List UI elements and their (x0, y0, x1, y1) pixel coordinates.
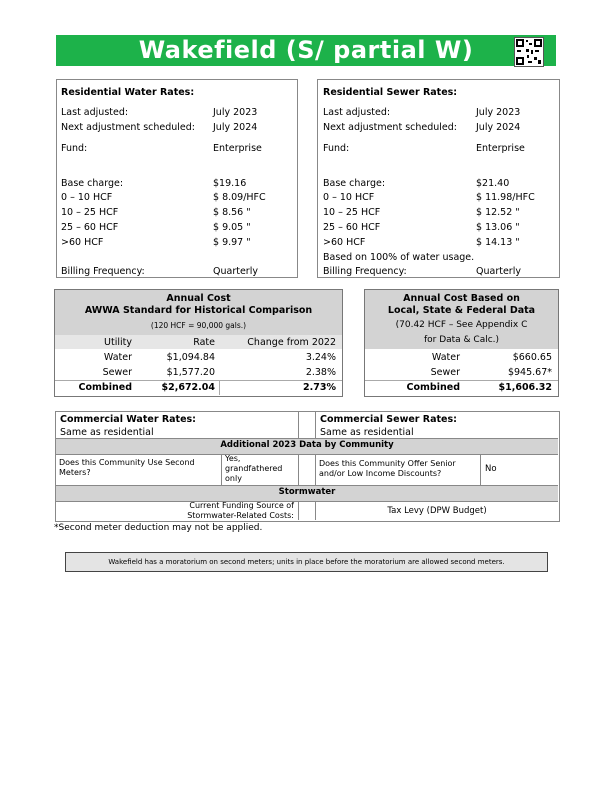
sewer-last-adjusted: July 2023 (476, 107, 521, 118)
water-rate-label: 25 – 60 HCF (61, 222, 119, 233)
moratorium-note: Wakefield has a moratorium on second meters; units in place before the moratorium are allowed second meters. (65, 552, 548, 572)
awwa-subtitle: (120 HCF = 90,000 gals.) (150, 321, 247, 330)
stormwater-answer: Tax Levy (DPW Budget) (387, 506, 487, 516)
awwa-rate-cell: $1,094.84 (166, 352, 215, 363)
awwa-col-utility: Utility (104, 337, 132, 348)
additional-data-heading: Additional 2023 Data by Community (220, 440, 394, 450)
local-subtitle-line2: for Data & Calc.) (423, 335, 500, 345)
sewer-fund: Enterprise (476, 143, 525, 154)
awwa-title-line2: AWWA Standard for Historical Comparison (84, 305, 313, 316)
sewer-rate-value: $ 13.06 " (476, 222, 520, 233)
sewer-rate-value: $ 11.98/HFC (476, 192, 535, 203)
qr-code-icon (514, 37, 544, 67)
water-rate-value: $ 8.56 " (213, 207, 251, 218)
discounts-question: Does this Community Offer Senior and/or Low Income Discounts? (319, 459, 456, 478)
question-col-divider (298, 454, 299, 485)
awwa-change-cell: 2.73% (303, 382, 336, 393)
sewer-next-label: Next adjustment scheduled: (323, 122, 458, 133)
sewer-rate-value: $ 14.13 " (476, 237, 520, 248)
awwa-col-rate: Rate (193, 337, 215, 348)
sewer-rate-value: $ 12.52 " (476, 207, 520, 218)
local-utility-cell: Combined (406, 382, 460, 393)
local-utility-cell: Sewer (430, 367, 460, 378)
local-rate-cell: $1,606.32 (498, 382, 552, 393)
awwa-col-change: Change from 2022 (247, 337, 336, 348)
commercial-sewer-value: Same as residential (320, 427, 414, 438)
discounts-answer: No (485, 464, 497, 474)
water-billing: Quarterly (213, 266, 258, 277)
water-rate-value: $ 8.09/HFC (213, 192, 266, 203)
water-rate-value: $19.16 (213, 178, 247, 189)
local-rate-cell: $660.65 (512, 352, 552, 363)
second-meters-answer: Yes, grandfathered only (225, 454, 283, 483)
awwa-utility-cell: Water (103, 352, 132, 363)
stormwater-question: Current Funding Source of Stormwater-Related Costs: (187, 501, 294, 520)
water-rate-value: $ 9.05 " (213, 222, 251, 233)
footnote: *Second meter deduction may not be applied. (54, 523, 263, 533)
awwa-utility-cell: Sewer (102, 367, 132, 378)
commercial-sewer-heading: Commercial Sewer Rates: (320, 414, 457, 425)
water-fund-label: Fund: (61, 143, 88, 154)
sewer-rate-label: >60 HCF (323, 237, 366, 248)
water-rate-label: Base charge: (61, 178, 124, 189)
sewer-rate-label: Base charge: (323, 178, 386, 189)
commercial-water-value: Same as residential (60, 427, 154, 438)
commercial-water-heading: Commercial Water Rates: (60, 414, 196, 425)
question-col-divider (221, 454, 222, 485)
awwa-utility-cell: Combined (78, 382, 132, 393)
water-rate-label: 0 – 10 HCF (61, 192, 113, 203)
stormwater-heading: Stormwater (278, 487, 336, 497)
sewer-rate-label: 25 – 60 HCF (323, 222, 381, 233)
local-rate-cell: $945.67* (507, 367, 552, 378)
local-utility-cell: Water (431, 352, 460, 363)
sewer-billing-label: Billing Frequency: (323, 266, 407, 277)
water-heading: Residential Water Rates: (61, 87, 195, 98)
awwa-change-cell: 2.38% (305, 367, 336, 378)
local-divider (365, 380, 558, 381)
second-meters-question: Does this Community Use Second Meters? (59, 458, 195, 477)
water-rate-label: >60 HCF (61, 237, 104, 248)
water-next: July 2024 (213, 122, 258, 133)
awwa-divider (55, 380, 342, 381)
local-title-line1: Annual Cost Based on (403, 293, 520, 304)
water-next-label: Next adjustment scheduled: (61, 122, 196, 133)
commercial-col-divider (315, 411, 316, 438)
sewer-rate-value: $21.40 (476, 178, 510, 189)
sewer-billing: Quarterly (476, 266, 521, 277)
stormwater-col-divider (298, 501, 299, 520)
sewer-rate-label: 0 – 10 HCF (323, 192, 375, 203)
question-col-divider (315, 454, 316, 485)
awwa-change-cell: 3.24% (305, 352, 336, 363)
water-last-adjusted-label: Last adjusted: (61, 107, 129, 118)
page-title: Wakefield (S/ partial W) (138, 36, 474, 64)
sewer-next: July 2024 (476, 122, 521, 133)
commercial-col-divider (298, 411, 299, 438)
awwa-title-line1: Annual Cost (166, 293, 231, 304)
water-last-adjusted: July 2023 (213, 107, 258, 118)
awwa-rate-cell: $1,577.20 (166, 367, 215, 378)
sewer-fund-label: Fund: (323, 143, 350, 154)
sewer-usage-note: Based on 100% of water usage. (323, 252, 475, 263)
sewer-rate-label: 10 – 25 HCF (323, 207, 381, 218)
awwa-rate-cell: $2,672.04 (161, 382, 215, 393)
question-col-divider (480, 454, 481, 485)
water-billing-label: Billing Frequency: (61, 266, 145, 277)
sewer-last-adjusted-label: Last adjusted: (323, 107, 391, 118)
local-subtitle-line1: (70.42 HCF – See Appendix C (395, 320, 528, 330)
sewer-heading: Residential Sewer Rates: (323, 87, 458, 98)
water-rate-label: 10 – 25 HCF (61, 207, 119, 218)
water-rate-value: $ 9.97 " (213, 237, 251, 248)
local-title-line2: Local, State & Federal Data (387, 305, 536, 316)
water-fund: Enterprise (213, 143, 262, 154)
